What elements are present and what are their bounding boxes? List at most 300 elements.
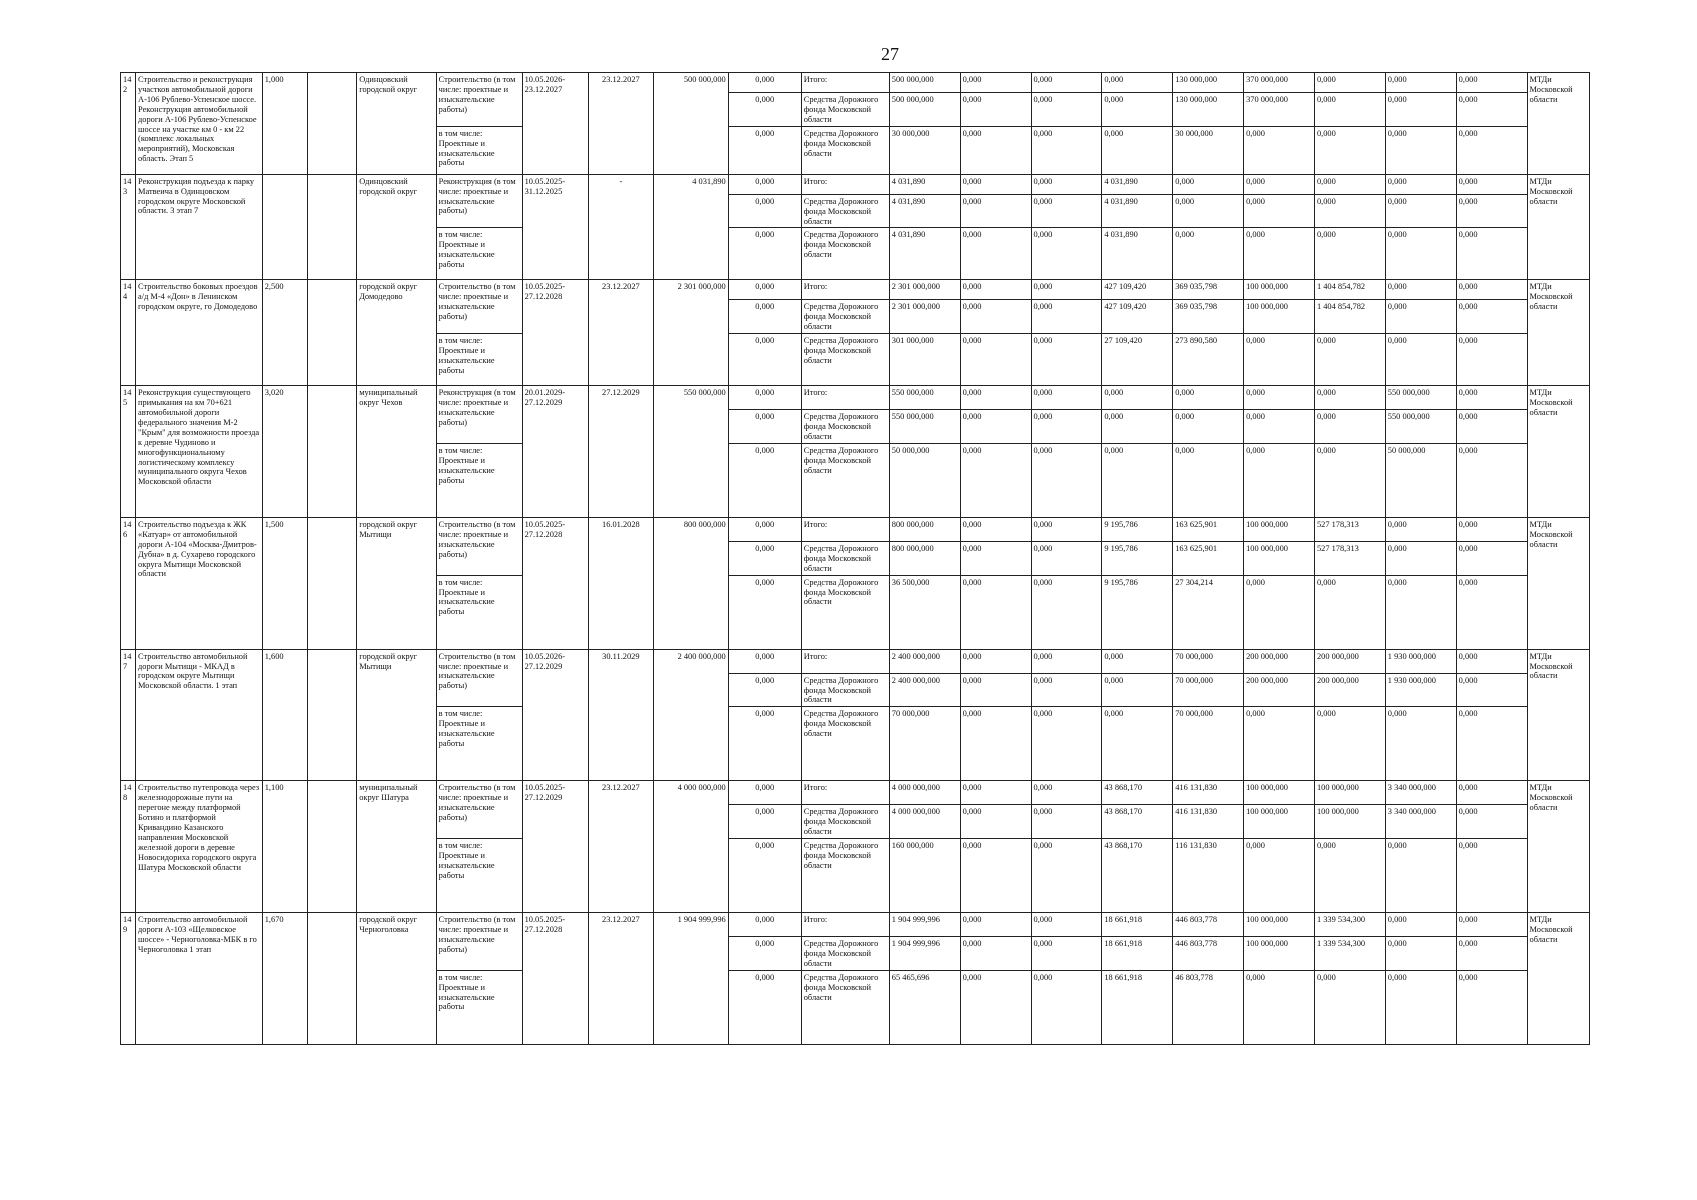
- cell-y6: 0,000: [1314, 194, 1385, 228]
- cell-y6: 0,000: [1314, 73, 1385, 93]
- cell-src: Итого:: [801, 913, 889, 937]
- dates: 10.05.2026-27.12.2029: [522, 649, 589, 781]
- works-design: в том числе: Проектные и изыскательские работы: [436, 334, 522, 386]
- cell-y4: 27 304,214: [1173, 575, 1244, 649]
- cell-y1: 0,000: [960, 93, 1031, 127]
- cell-y6: 0,000: [1314, 707, 1385, 781]
- table-row: [121, 174, 1590, 194]
- end-date: 16.01.2028: [589, 517, 653, 649]
- extra: [307, 174, 356, 280]
- cell-y4: 0,000: [1173, 228, 1244, 280]
- cell-y5: 0,000: [1244, 228, 1315, 280]
- cell-y2: 0,000: [1031, 517, 1102, 541]
- cell-y7: 0,000: [1385, 280, 1456, 300]
- cell-total: 301 000,000: [889, 334, 960, 386]
- row-number: 147: [121, 649, 136, 781]
- end-date: 23.12.2027: [589, 73, 653, 175]
- row-number: 144: [121, 280, 136, 386]
- cell-y1: 0,000: [960, 839, 1031, 913]
- cell-y3: 0,000: [1102, 707, 1173, 781]
- customer: МТДи Московской области: [1527, 280, 1589, 386]
- cell-src: Средства Дорожного фонда Московской области: [801, 126, 889, 174]
- extra: [307, 649, 356, 781]
- cell-y7: 0,000: [1385, 970, 1456, 1044]
- cell-total: 800 000,000: [889, 517, 960, 541]
- cell-y2: 0,000: [1031, 228, 1102, 280]
- district: городской округ Мытищи: [357, 517, 436, 649]
- cell-y7: 0,000: [1385, 913, 1456, 937]
- cell-y1: 0,000: [960, 228, 1031, 280]
- cell-y6: 1 404 854,782: [1314, 300, 1385, 334]
- cell-y5: 370 000,000: [1244, 93, 1315, 127]
- cell-y3: 4 031,890: [1102, 194, 1173, 228]
- cell-y3: 0,000: [1102, 649, 1173, 673]
- extra: [307, 73, 356, 175]
- object-name: Строительство автомобильной дороги Мытищи - МКАД в городском округе Мытищи Московской области. 1 этап: [136, 649, 263, 781]
- cell-y7: 0,000: [1385, 839, 1456, 913]
- cost: 1 904 999,996: [653, 913, 728, 1045]
- cell-y3: 0,000: [1102, 410, 1173, 444]
- cell-src: Итого:: [801, 280, 889, 300]
- cell-y8: 0,000: [1456, 174, 1527, 194]
- cell-prev: 0,000: [728, 575, 801, 649]
- dates: 10.05.2025-27.12.2028: [522, 517, 589, 649]
- capacity: 2,500: [262, 280, 307, 386]
- cell-y4: 130 000,000: [1173, 73, 1244, 93]
- cell-src: Итого:: [801, 174, 889, 194]
- cell-total: 65 465,696: [889, 970, 960, 1044]
- cell-y1: 0,000: [960, 386, 1031, 410]
- cell-y4: 416 131,830: [1173, 781, 1244, 805]
- district: городской округ Мытищи: [357, 649, 436, 781]
- cell-y5: 0,000: [1244, 386, 1315, 410]
- object-name: Строительство подъезда к ЖК «Катуар» от автомобильной дороги А-104 «Москва-Дмитров-Дубна» в д. Сухарево городского округа Мытищи Московской области: [136, 517, 263, 649]
- cell-prev: 0,000: [728, 839, 801, 913]
- cell-y8: 0,000: [1456, 126, 1527, 174]
- cell-src: Средства Дорожного фонда Московской области: [801, 194, 889, 228]
- cell-y7: 0,000: [1385, 228, 1456, 280]
- extra: [307, 386, 356, 518]
- cell-y3: 427 109,420: [1102, 300, 1173, 334]
- capacity: 1,000: [262, 73, 307, 175]
- cell-y8: 0,000: [1456, 649, 1527, 673]
- cell-y3: 18 661,918: [1102, 970, 1173, 1044]
- cell-total: 160 000,000: [889, 839, 960, 913]
- cell-y8: 0,000: [1456, 386, 1527, 410]
- cell-total: 800 000,000: [889, 541, 960, 575]
- cell-y4: 163 625,901: [1173, 517, 1244, 541]
- customer: МТДи Московской области: [1527, 386, 1589, 518]
- cell-y2: 0,000: [1031, 73, 1102, 93]
- works-type: Строительство (в том числе: проектные и изыскательские работы): [436, 913, 522, 971]
- works-type: Строительство (в том числе: проектные и изыскательские работы): [436, 73, 522, 127]
- cell-y7: 0,000: [1385, 517, 1456, 541]
- cell-y4: 273 890,580: [1173, 334, 1244, 386]
- cell-prev: 0,000: [728, 386, 801, 410]
- cell-y6: 0,000: [1314, 126, 1385, 174]
- cell-y6: 100 000,000: [1314, 805, 1385, 839]
- works-design: в том числе: Проектные и изыскательские работы: [436, 443, 522, 517]
- cost: 800 000,000: [653, 517, 728, 649]
- cell-y2: 0,000: [1031, 174, 1102, 194]
- cell-y3: 43 868,170: [1102, 805, 1173, 839]
- cell-src: Итого:: [801, 517, 889, 541]
- cell-src: Средства Дорожного фонда Московской области: [801, 805, 889, 839]
- cell-prev: 0,000: [728, 280, 801, 300]
- cell-y1: 0,000: [960, 575, 1031, 649]
- cell-y6: 0,000: [1314, 386, 1385, 410]
- cell-y5: 100 000,000: [1244, 541, 1315, 575]
- cell-prev: 0,000: [728, 443, 801, 517]
- cell-total: 70 000,000: [889, 707, 960, 781]
- cell-y2: 0,000: [1031, 126, 1102, 174]
- object-name: Строительство путепровода через железнодорожные пути на перегоне между платформой Ботино и платформой Кривандино Казанского направления Московской железной дороги в деревне Новосидориха городского округа Шатура Московской области: [136, 781, 263, 913]
- cell-y2: 0,000: [1031, 970, 1102, 1044]
- cell-y8: 0,000: [1456, 228, 1527, 280]
- cell-y1: 0,000: [960, 805, 1031, 839]
- cell-y6: 100 000,000: [1314, 781, 1385, 805]
- cell-y5: 0,000: [1244, 410, 1315, 444]
- cell-y5: 0,000: [1244, 194, 1315, 228]
- table-row: [121, 280, 1590, 300]
- cell-total: 30 000,000: [889, 126, 960, 174]
- row-number: 143: [121, 174, 136, 280]
- cell-y8: 0,000: [1456, 707, 1527, 781]
- cell-y4: 0,000: [1173, 410, 1244, 444]
- table-row: [121, 649, 1590, 673]
- cell-prev: 0,000: [728, 781, 801, 805]
- cell-prev: 0,000: [728, 228, 801, 280]
- cell-y1: 0,000: [960, 280, 1031, 300]
- cell-y6: 0,000: [1314, 93, 1385, 127]
- cell-prev: 0,000: [728, 174, 801, 194]
- cell-total: 2 301 000,000: [889, 280, 960, 300]
- cell-y8: 0,000: [1456, 194, 1527, 228]
- cell-y2: 0,000: [1031, 93, 1102, 127]
- works-type: Строительство (в том числе: проектные и изыскательские работы): [436, 517, 522, 575]
- cell-y5: 100 000,000: [1244, 280, 1315, 300]
- cell-y4: 369 035,798: [1173, 280, 1244, 300]
- cell-y5: 0,000: [1244, 126, 1315, 174]
- works-type: Строительство (в том числе: проектные и изыскательские работы): [436, 649, 522, 707]
- cell-y4: 70 000,000: [1173, 673, 1244, 707]
- cell-total: 36 500,000: [889, 575, 960, 649]
- cell-y6: 0,000: [1314, 334, 1385, 386]
- cell-y2: 0,000: [1031, 649, 1102, 673]
- customer: МТДи Московской области: [1527, 73, 1589, 175]
- cell-y3: 427 109,420: [1102, 280, 1173, 300]
- cell-y5: 100 000,000: [1244, 781, 1315, 805]
- works-design: в том числе: Проектные и изыскательские работы: [436, 228, 522, 280]
- cell-y5: 200 000,000: [1244, 673, 1315, 707]
- cell-y2: 0,000: [1031, 805, 1102, 839]
- cell-prev: 0,000: [728, 707, 801, 781]
- works-design: в том числе: Проектные и изыскательские работы: [436, 575, 522, 649]
- cost: 4 031,890: [653, 174, 728, 280]
- cell-y2: 0,000: [1031, 673, 1102, 707]
- cell-total: 550 000,000: [889, 410, 960, 444]
- cell-y6: 527 178,313: [1314, 517, 1385, 541]
- cell-y7: 0,000: [1385, 93, 1456, 127]
- district: Одинцовский городской округ: [357, 174, 436, 280]
- cell-y3: 27 109,420: [1102, 334, 1173, 386]
- cell-y6: 1 404 854,782: [1314, 280, 1385, 300]
- cell-y2: 0,000: [1031, 334, 1102, 386]
- cell-src: Средства Дорожного фонда Московской области: [801, 970, 889, 1044]
- table-row: [121, 781, 1590, 805]
- cell-y5: 0,000: [1244, 575, 1315, 649]
- cell-y1: 0,000: [960, 673, 1031, 707]
- cell-y5: 200 000,000: [1244, 649, 1315, 673]
- cell-y6: 0,000: [1314, 839, 1385, 913]
- cell-prev: 0,000: [728, 937, 801, 971]
- extra: [307, 913, 356, 1045]
- cell-prev: 0,000: [728, 913, 801, 937]
- district: муниципальный округ Шатура: [357, 781, 436, 913]
- cell-y7: 0,000: [1385, 937, 1456, 971]
- table-row: [121, 913, 1590, 937]
- district: городской округ Домодедово: [357, 280, 436, 386]
- dates: 10.05.2026-23.12.2027: [522, 73, 589, 175]
- cell-y6: 1 339 534,300: [1314, 937, 1385, 971]
- cell-y5: 100 000,000: [1244, 913, 1315, 937]
- cell-y2: 0,000: [1031, 707, 1102, 781]
- table-row: [121, 386, 1590, 410]
- customer: МТДи Московской области: [1527, 649, 1589, 781]
- cell-src: Средства Дорожного фонда Московской области: [801, 707, 889, 781]
- cell-prev: 0,000: [728, 673, 801, 707]
- cell-y5: 370 000,000: [1244, 73, 1315, 93]
- cell-y7: 3 340 000,000: [1385, 805, 1456, 839]
- cost: 500 000,000: [653, 73, 728, 175]
- customer: МТДи Московской области: [1527, 174, 1589, 280]
- cell-y3: 0,000: [1102, 126, 1173, 174]
- cell-total: 4 000 000,000: [889, 781, 960, 805]
- works-type: Строительство (в том числе: проектные и изыскательские работы): [436, 781, 522, 839]
- dates: 10.05.2025-27.12.2028: [522, 280, 589, 386]
- cost: 550 000,000: [653, 386, 728, 518]
- cell-y1: 0,000: [960, 707, 1031, 781]
- cell-total: 4 000 000,000: [889, 805, 960, 839]
- cell-y6: 0,000: [1314, 443, 1385, 517]
- cell-prev: 0,000: [728, 334, 801, 386]
- cell-total: 550 000,000: [889, 386, 960, 410]
- table-row: [121, 517, 1590, 541]
- cell-y7: 0,000: [1385, 73, 1456, 93]
- cell-prev: 0,000: [728, 541, 801, 575]
- cell-y7: 0,000: [1385, 126, 1456, 174]
- cell-y4: 70 000,000: [1173, 707, 1244, 781]
- customer: МТДи Московской области: [1527, 913, 1589, 1045]
- cell-y7: 0,000: [1385, 541, 1456, 575]
- cell-y1: 0,000: [960, 517, 1031, 541]
- cell-y3: 9 195,786: [1102, 517, 1173, 541]
- cell-y3: 0,000: [1102, 673, 1173, 707]
- cell-src: Средства Дорожного фонда Московской области: [801, 443, 889, 517]
- cell-y2: 0,000: [1031, 839, 1102, 913]
- customer: МТДи Московской области: [1527, 781, 1589, 913]
- cell-y4: 0,000: [1173, 174, 1244, 194]
- object-name: Реконструкция существующего примыкания на км 70+621 автомобильной дороги федерального значения М-2 "Крым" для возможности проезда к деревне Чудиново и многофункциональному логистическому комплексу муниципального округа Чехов Московской области: [136, 386, 263, 518]
- cell-y5: 100 000,000: [1244, 805, 1315, 839]
- cell-prev: 0,000: [728, 805, 801, 839]
- cell-y3: 43 868,170: [1102, 839, 1173, 913]
- cell-y4: 46 803,778: [1173, 970, 1244, 1044]
- cell-y3: 0,000: [1102, 73, 1173, 93]
- cell-y8: 0,000: [1456, 443, 1527, 517]
- cell-prev: 0,000: [728, 194, 801, 228]
- cell-prev: 0,000: [728, 970, 801, 1044]
- cell-prev: 0,000: [728, 517, 801, 541]
- cell-y4: 446 803,778: [1173, 937, 1244, 971]
- cell-y6: 1 339 534,300: [1314, 913, 1385, 937]
- cell-y1: 0,000: [960, 649, 1031, 673]
- cell-total: 4 031,890: [889, 174, 960, 194]
- cell-y2: 0,000: [1031, 386, 1102, 410]
- cell-y8: 0,000: [1456, 913, 1527, 937]
- extra: [307, 280, 356, 386]
- cell-total: 4 031,890: [889, 228, 960, 280]
- capacity: 1,500: [262, 517, 307, 649]
- cell-y8: 0,000: [1456, 937, 1527, 971]
- cell-y5: 0,000: [1244, 334, 1315, 386]
- cell-src: Итого:: [801, 73, 889, 93]
- district: городской округ Черноголовка: [357, 913, 436, 1045]
- cell-y4: 0,000: [1173, 194, 1244, 228]
- cell-total: 500 000,000: [889, 93, 960, 127]
- capacity: 1,100: [262, 781, 307, 913]
- cell-prev: 0,000: [728, 410, 801, 444]
- cell-y3: 18 661,918: [1102, 913, 1173, 937]
- cell-y3: 4 031,890: [1102, 174, 1173, 194]
- cell-prev: 0,000: [728, 649, 801, 673]
- works-design: в том числе: Проектные и изыскательские работы: [436, 970, 522, 1044]
- cell-y1: 0,000: [960, 194, 1031, 228]
- works-type: Реконструкция (в том числе: проектные и изыскательские работы): [436, 386, 522, 444]
- works-design: в том числе: Проектные и изыскательские работы: [436, 707, 522, 781]
- cell-y5: 0,000: [1244, 443, 1315, 517]
- cell-y8: 0,000: [1456, 410, 1527, 444]
- end-date: 23.12.2027: [589, 280, 653, 386]
- cost: 2 400 000,000: [653, 649, 728, 781]
- object-name: Реконструкция подъезда к парку Матвеича в Одинцовском городском округе Московской области. 3 этап 7: [136, 174, 263, 280]
- cell-total: 1 904 999,996: [889, 937, 960, 971]
- cell-y7: 3 340 000,000: [1385, 781, 1456, 805]
- capacity: 1,600: [262, 649, 307, 781]
- cell-y4: 0,000: [1173, 386, 1244, 410]
- cell-prev: 0,000: [728, 93, 801, 127]
- cell-y3: 0,000: [1102, 93, 1173, 127]
- cell-total: 2 400 000,000: [889, 649, 960, 673]
- cell-y6: 527 178,313: [1314, 541, 1385, 575]
- extra: [307, 517, 356, 649]
- cell-y8: 0,000: [1456, 805, 1527, 839]
- cell-src: Средства Дорожного фонда Московской области: [801, 541, 889, 575]
- cell-y7: 0,000: [1385, 707, 1456, 781]
- cell-src: Итого:: [801, 649, 889, 673]
- cell-y5: 0,000: [1244, 174, 1315, 194]
- cell-y5: 100 000,000: [1244, 517, 1315, 541]
- cell-y2: 0,000: [1031, 443, 1102, 517]
- object-name: Строительство автомобильной дороги А-103 «Щелковское шоссе» - Черноголовка-МБК в го Черноголовка 1 этап: [136, 913, 263, 1045]
- cell-y2: 0,000: [1031, 781, 1102, 805]
- row-number: 146: [121, 517, 136, 649]
- table-row: [121, 73, 1590, 93]
- cell-total: 2 400 000,000: [889, 673, 960, 707]
- cell-y1: 0,000: [960, 913, 1031, 937]
- end-date: 23.12.2027: [589, 913, 653, 1045]
- cell-y2: 0,000: [1031, 575, 1102, 649]
- cell-y7: 550 000,000: [1385, 386, 1456, 410]
- cell-src: Средства Дорожного фонда Московской области: [801, 334, 889, 386]
- dates: 10.05.2025-27.12.2028: [522, 913, 589, 1045]
- cell-total: 4 031,890: [889, 194, 960, 228]
- cell-y5: 0,000: [1244, 839, 1315, 913]
- cell-y2: 0,000: [1031, 300, 1102, 334]
- cell-src: Средства Дорожного фонда Московской области: [801, 575, 889, 649]
- cell-y8: 0,000: [1456, 517, 1527, 541]
- cell-y1: 0,000: [960, 781, 1031, 805]
- cell-src: Средства Дорожного фонда Московской области: [801, 410, 889, 444]
- district: Одинцовский городской округ: [357, 73, 436, 175]
- cost: 2 301 000,000: [653, 280, 728, 386]
- cell-y3: 0,000: [1102, 443, 1173, 517]
- works-type: Строительство (в том числе: проектные и изыскательские работы): [436, 280, 522, 334]
- cell-y4: 116 131,830: [1173, 839, 1244, 913]
- cell-y1: 0,000: [960, 970, 1031, 1044]
- cell-y6: 0,000: [1314, 410, 1385, 444]
- cell-y8: 0,000: [1456, 280, 1527, 300]
- cell-y6: 0,000: [1314, 174, 1385, 194]
- cell-y2: 0,000: [1031, 194, 1102, 228]
- cell-y1: 0,000: [960, 937, 1031, 971]
- cell-y2: 0,000: [1031, 913, 1102, 937]
- cell-y7: 0,000: [1385, 575, 1456, 649]
- works-design: в том числе: Проектные и изыскательские работы: [436, 839, 522, 913]
- cell-y6: 200 000,000: [1314, 649, 1385, 673]
- row-number: 142: [121, 73, 136, 175]
- works-design: в том числе: Проектные и изыскательские работы: [436, 126, 522, 174]
- cell-src: Итого:: [801, 386, 889, 410]
- cell-y2: 0,000: [1031, 280, 1102, 300]
- cell-y7: 0,000: [1385, 334, 1456, 386]
- customer: МТДи Московской области: [1527, 517, 1589, 649]
- cell-y2: 0,000: [1031, 541, 1102, 575]
- cell-y8: 0,000: [1456, 73, 1527, 93]
- row-number: 149: [121, 913, 136, 1045]
- cell-y6: 0,000: [1314, 228, 1385, 280]
- cost: 4 000 000,000: [653, 781, 728, 913]
- cell-src: Средства Дорожного фонда Московской области: [801, 228, 889, 280]
- cell-y4: 369 035,798: [1173, 300, 1244, 334]
- object-name: Строительство и реконструкция участков автомобильной дороги А-106 Рублево-Успенское шоссе. Реконструкция автомобильной дороги А-106 Рублево-Успенское шоссе на участке км 0 - км 22 (комплекс локальных мероприятий), Московская область. Этап 5: [136, 73, 263, 175]
- cell-total: 1 904 999,996: [889, 913, 960, 937]
- cell-y8: 0,000: [1456, 334, 1527, 386]
- cell-y3: 18 661,918: [1102, 937, 1173, 971]
- cell-y7: 0,000: [1385, 194, 1456, 228]
- cell-y5: 100 000,000: [1244, 300, 1315, 334]
- cell-y8: 0,000: [1456, 575, 1527, 649]
- cell-y1: 0,000: [960, 541, 1031, 575]
- cell-src: Средства Дорожного фонда Московской области: [801, 937, 889, 971]
- extra: [307, 781, 356, 913]
- row-number: 145: [121, 386, 136, 518]
- cell-y1: 0,000: [960, 410, 1031, 444]
- cell-prev: 0,000: [728, 126, 801, 174]
- cell-prev: 0,000: [728, 300, 801, 334]
- cell-y7: 1 930 000,000: [1385, 673, 1456, 707]
- cell-src: Средства Дорожного фонда Московской области: [801, 673, 889, 707]
